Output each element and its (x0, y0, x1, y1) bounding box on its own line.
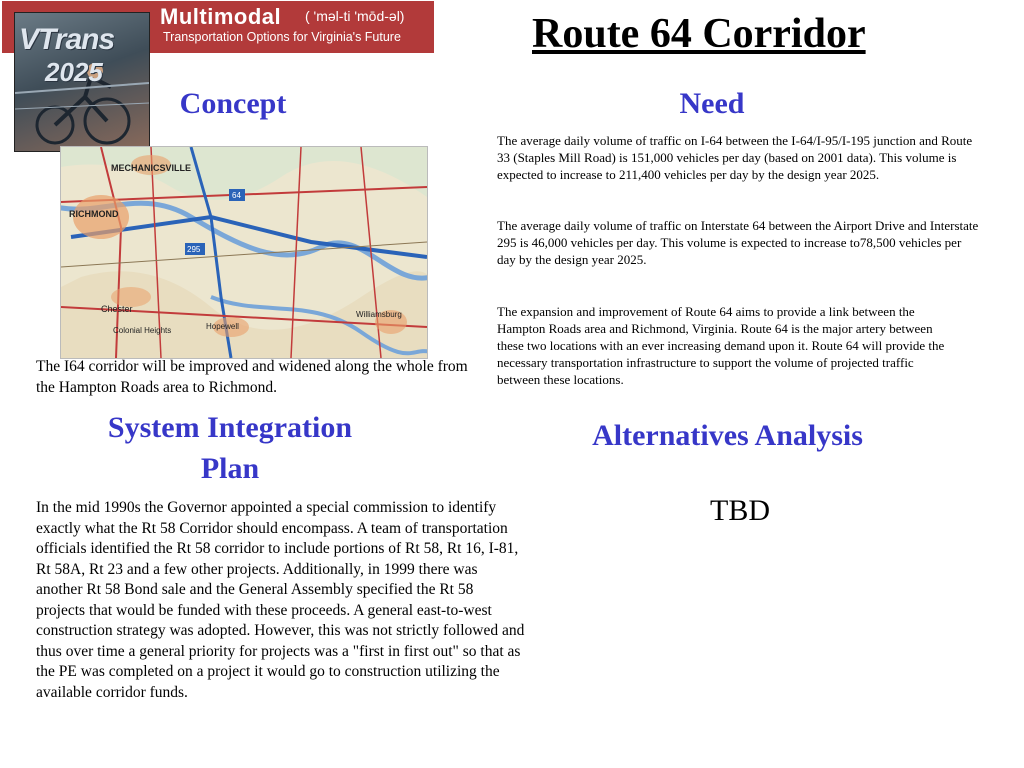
page-title: Route 64 Corridor (532, 11, 866, 57)
logo-text: VTrans (19, 23, 115, 56)
corridor-map (60, 146, 428, 359)
map-label-richmond: RICHMOND (69, 209, 119, 219)
map-label-hopewell: Hopewell (206, 322, 239, 331)
concept-caption: The I64 corridor will be improved and widened along the whole from the Hampton Roads area to Richmond. (36, 358, 468, 396)
map-label-colonial-heights: Colonial Heights (113, 326, 172, 335)
concept-heading: Concept (179, 87, 287, 120)
vtrans-logo (14, 12, 150, 152)
banner-pronunciation: ( 'məl-ti 'mōd-əl) (305, 8, 405, 24)
need-paragraph-2: The average daily volume of traffic on Interstate 64 between the Airport Drive and Interstate 295 is 46,000 vehicles per day. This volume is expected to increase to78,500 vehicles per day by the design year 2025. (497, 218, 979, 267)
banner-subtitle: Transportation Options for Virginia's Future (163, 30, 401, 44)
map-shield-64: 64 (232, 191, 241, 200)
need-paragraph-1: The average daily volume of traffic on I-64 between the I-64/I-95/I-195 junction and Route 33 (Staples Mill Road) is 151,000 vehicles per day (based on 2001 data). This volume is expected to increase to 211,400 vehicles per day by the design year 2025. (497, 133, 973, 182)
alternatives-heading: Alternatives Analysis (592, 419, 863, 452)
map-label-chester: Chester (101, 304, 133, 314)
map-shield-295: 295 (187, 245, 201, 254)
system-integration-heading (60, 408, 400, 489)
banner-title: Multimodal (160, 4, 282, 29)
need-paragraph-3: The expansion and improvement of Route 64 aims to provide a link between the Hampton Roads area and Richmond, Virginia. Route 64 is the major artery between these two locations with an ever increasing demand upon it. Route 64 will provide the necessary transportation infrastructure to support the volume of projected traffic between these locations. (497, 304, 945, 387)
logo-year: 2025 (45, 57, 103, 87)
system-integration-body: In the mid 1990s the Governor appointed a special commission to identify exactly what the Rt 58 Corridor should encompass. A team of transportation officials identified the Rt 58 corridor to include portions of Rt 58, Rt 16, I-81, Rt 58A, Rt 23 and a few other projects. Additionally, in 1999 there was another Rt 58 Bond sale and the General Assembly specified the Rt 58 projects that would be funded with these proceeds. A general east-to-west construction strategy was adopted. However, this was not strictly followed and thus over time a general priority for projects was a "first in first out" so that as the PE was completed on a project it would go to construction utilizing the available corridor funds. (36, 499, 525, 701)
map-label-mechanicsville: MECHANICSVILLE (111, 163, 192, 173)
system-integration-heading-line2: Plan (200, 451, 260, 485)
map-label-williamsburg: Williamsburg (356, 310, 402, 319)
alternatives-value: TBD (710, 494, 770, 527)
need-heading: Need (679, 87, 745, 120)
system-integration-heading-line1: System Integration (107, 411, 353, 444)
